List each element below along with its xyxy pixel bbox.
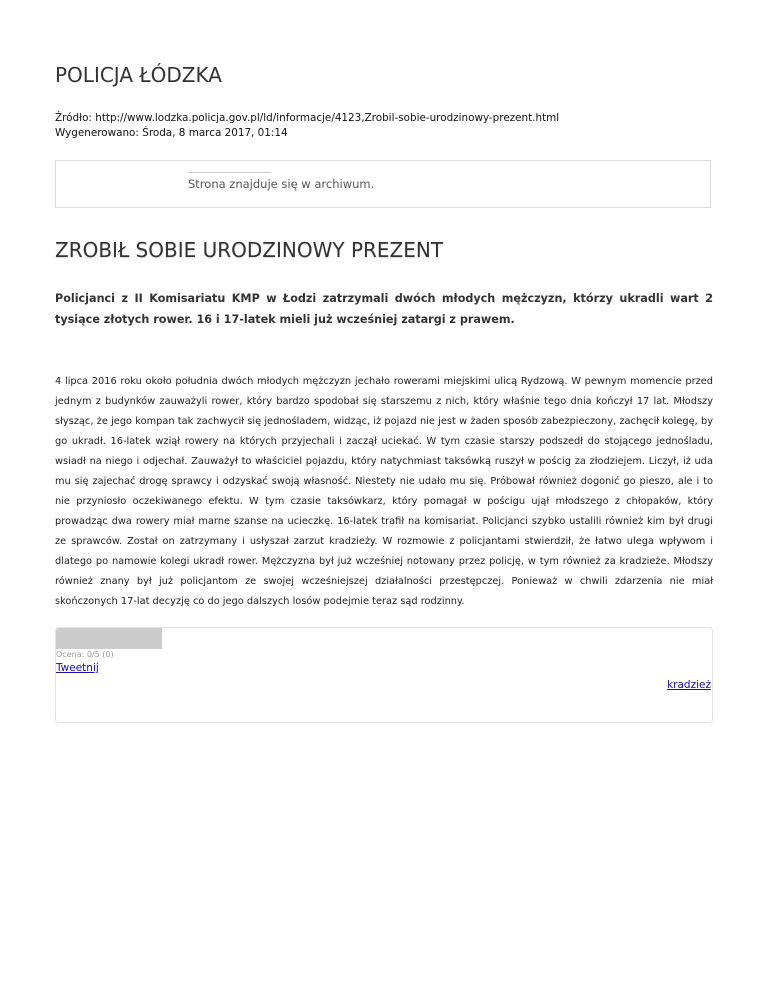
article-body: 4 lipca 2016 roku około południa dwóch młodych mężczyzn jechało rowerami miejskimi ulicą Rydzową. W pewnym momencie przed jednym z budynków zauważyli rower, który bardzo spodobał się starszemu z nich, który właśnie tego dnia kończył 17 lat. Młodszy słysząc, że jego kompan tak zachwycił się jednośladem, widząc, iż pojazd nie jest w żaden sposób zabezpieczony, zachęcił kolegę, by go ukradł. 16-latek wziął rowery na których przyjechali i zaczął uciekać. W tym czasie starszy podszedł do stojącego jednośladu, wsiadł na niego i odjechał. Zauważył to właściciel pojazdu, który natychmiast taksówką ruszył w pościg za złodziejem. Liczył, iż uda mu się zajechać drogę sprawcy i odzyskać swoją własność. Niestety nie udało mu się. Próbował również dogonić go pieszo, ale i to nie przyniosło oczekiwanego efektu. W tym czasie taksówkarz, który pomagał w pościgu ujął młodszego z chłopaków, który prowadząc dwa rowery miał marne szanse na ucieczkę. 16-latek trafił na komisariat. Policjanci szybko ustalili również kim był drugi ze sprawców. Został on zatrzymany i usłyszał zarzut kradzieży. W rozmowie z policjantami stwierdził, że łatwo ulega wpływom i dlatego po namowie kolegi ukradł rower. Mężczyzna był już wcześniej notowany przez policję, w tym również za kradzieże. Młodszy również znany był już policjantom ze swojej wcześniejszej działalności przestępczej. Ponieważ w chwili zdarzenia nie miał skończonych 17-lat decyzję co do jego dalszych losów podejmie teraz sąd rodzinny.: [55, 376, 713, 607]
archive-notice-box: [55, 160, 711, 208]
tweet-link[interactable]: Tweetnij: [56, 662, 99, 674]
document-meta: [55, 111, 559, 141]
article-title: ZROBIŁ SOBIE URODZINOWY PREZENT: [55, 238, 444, 262]
rating-text: Ocena: 0/5 (0): [56, 650, 114, 659]
generated-line: Wygenerowano: Środa, 8 marca 2017, 01:14: [55, 127, 288, 139]
archive-divider: [188, 172, 271, 173]
site-title: POLICJA ŁÓDZKA: [55, 63, 222, 87]
archive-notice-text: Strona znajduje się w archiwum.: [188, 177, 375, 191]
tag-link-kradziez[interactable]: kradzież: [667, 679, 711, 691]
rating-stars-widget[interactable]: [56, 628, 162, 649]
source-line: Źródło: http://www.lodzka.policja.gov.pl/ld/informacje/4123,Zrobil-sobie-urodzinowy-prezent.html: [55, 112, 560, 124]
article-footer: [55, 627, 713, 723]
article-lead: Policjanci z II Komisariatu KMP w Łodzi zatrzymali dwóch młodych mężczyzn, którzy ukradli wart 2 tysiące złotych rower. 16 i 17-latek mieli już wcześniej zatargi z prawem.: [55, 292, 713, 326]
